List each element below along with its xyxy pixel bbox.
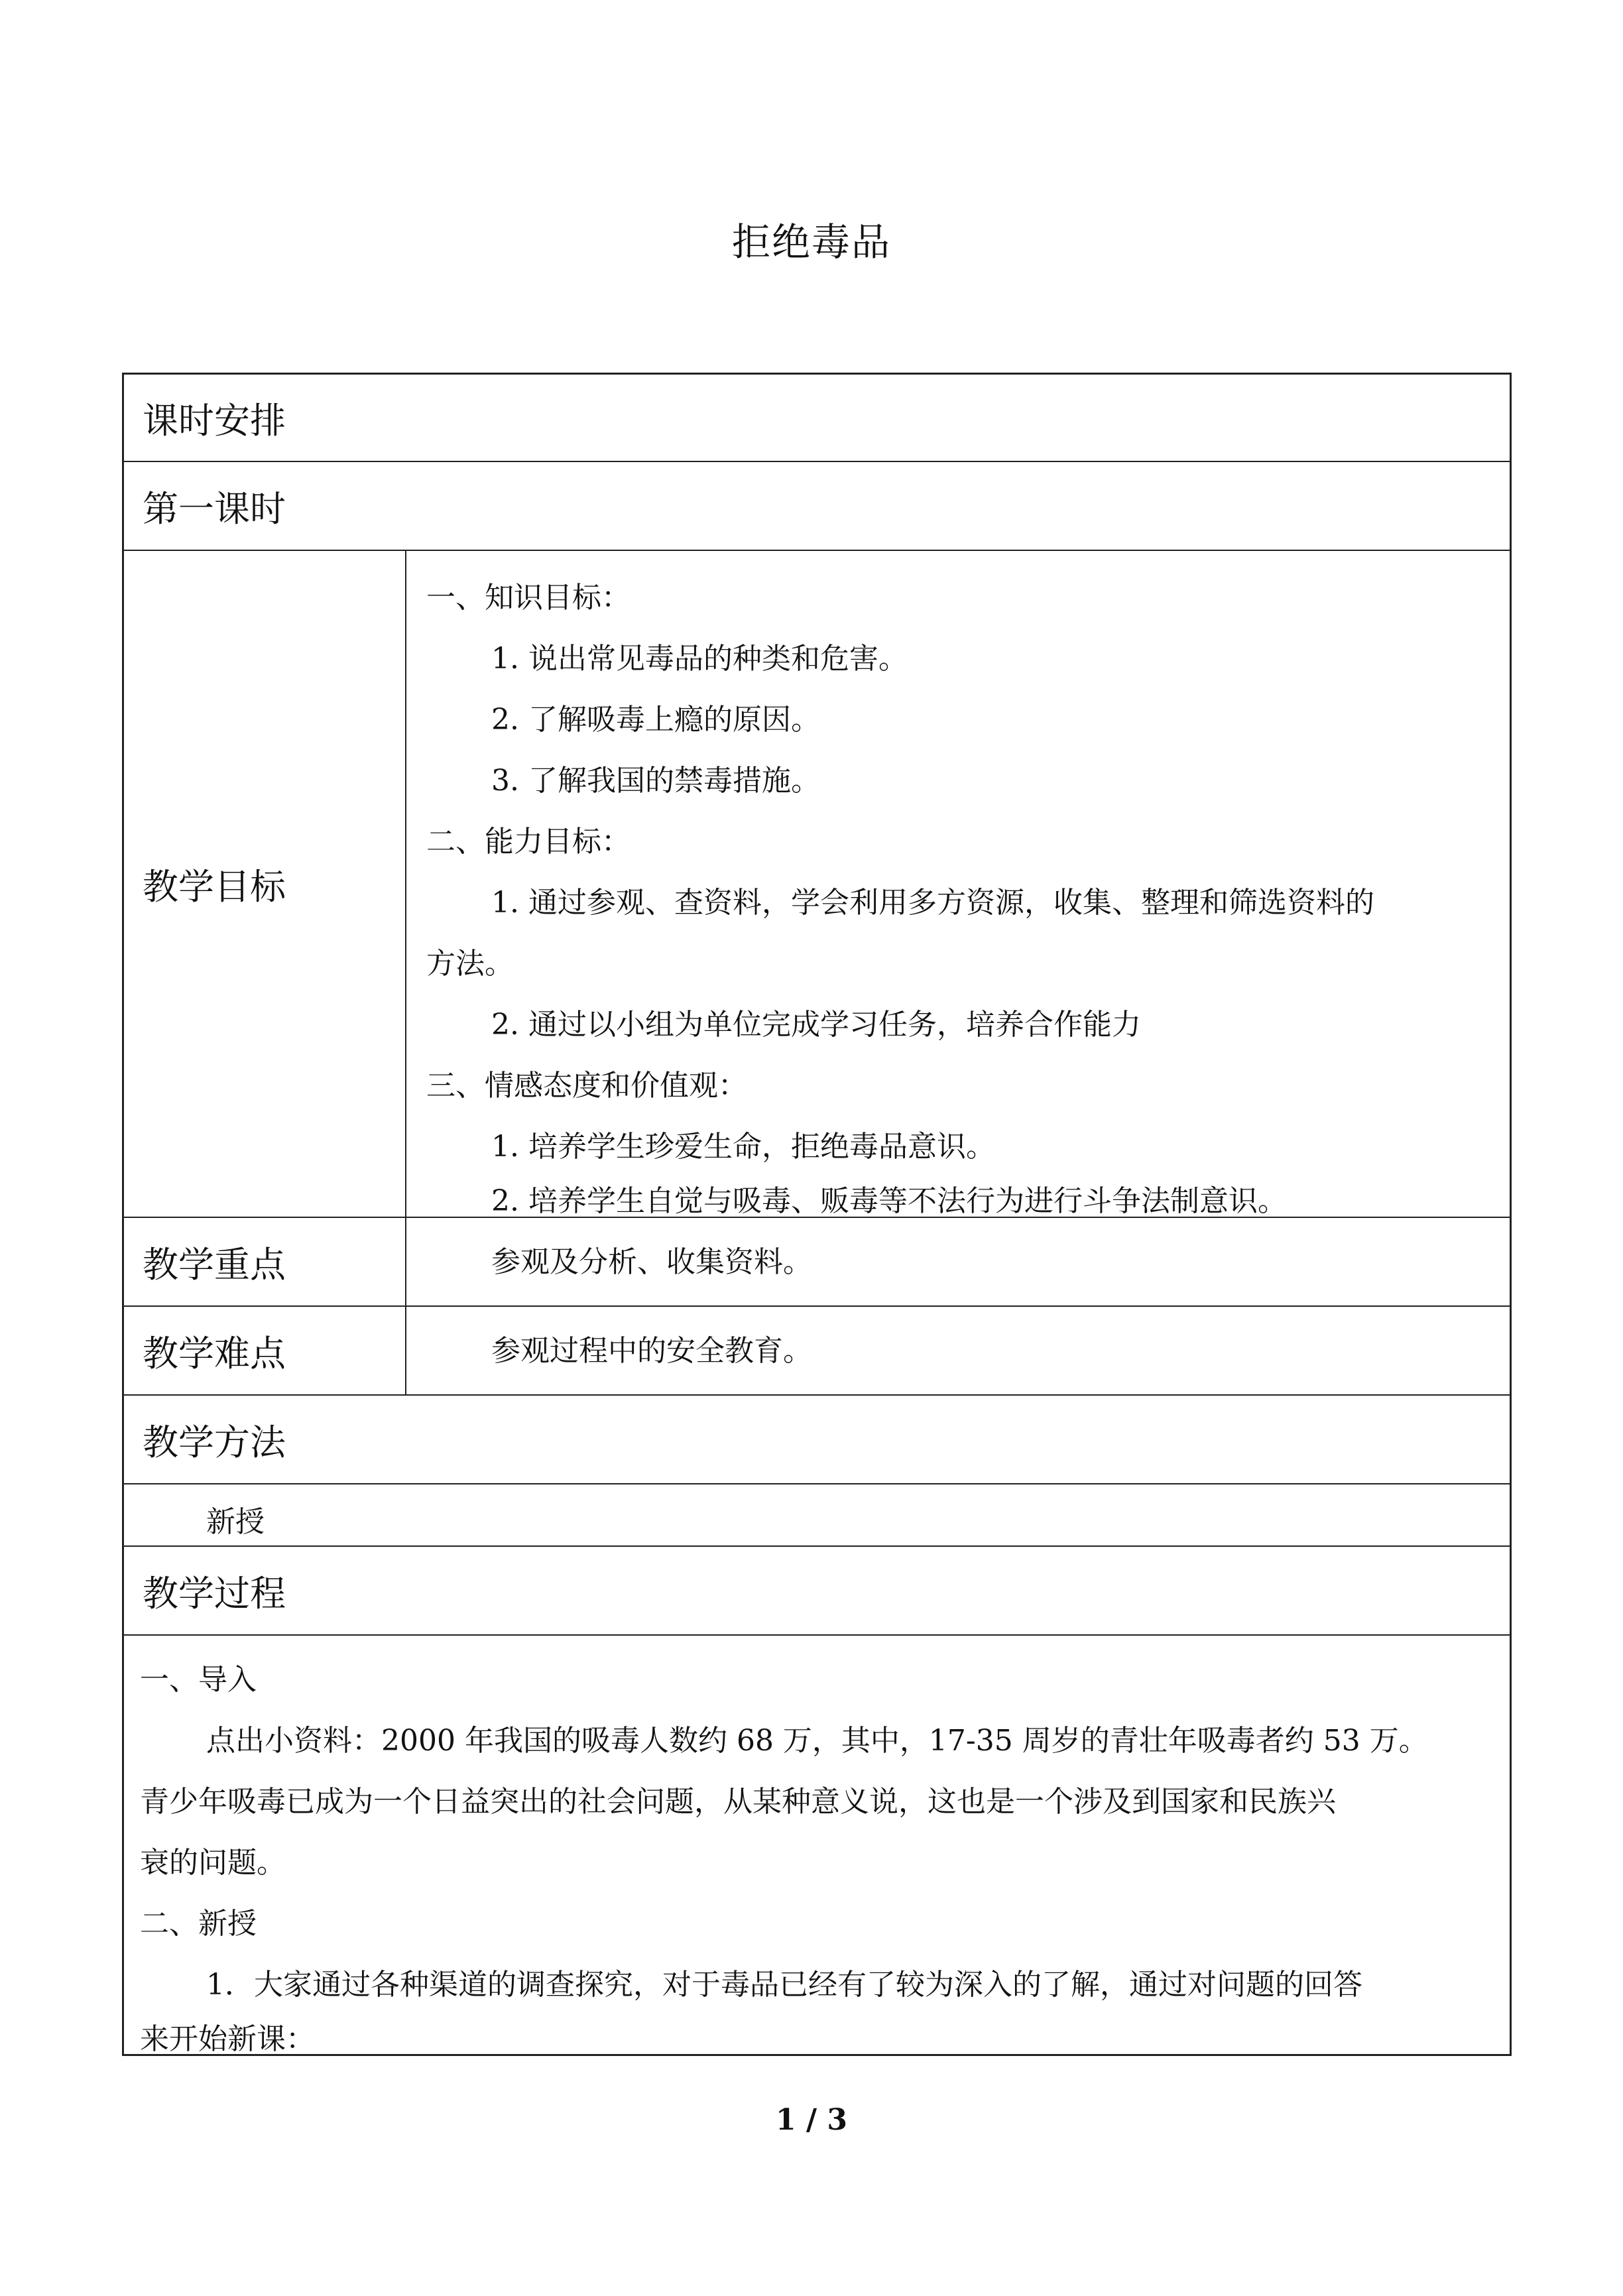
objectives-content: [406, 551, 1510, 1217]
row-keypoint: [124, 1218, 1510, 1307]
row-method: [124, 1484, 1510, 1547]
objective-heading: 三、情感态度和价值观：: [426, 1069, 747, 1103]
objective-heading: 一、知识目标：: [426, 581, 631, 615]
process-section-heading: 二、新授: [140, 1907, 257, 1941]
method-label: 教学方法: [143, 1421, 286, 1463]
process-paragraph-line: 衰的问题。: [140, 1846, 286, 1880]
row-difficulty: [124, 1307, 1510, 1396]
document-title: 拒绝毒品: [731, 219, 891, 265]
difficulty-label: 教学难点: [124, 1307, 406, 1394]
method-text: 新授: [206, 1505, 265, 1539]
difficulty-text: 参观过程中的安全教育。: [491, 1334, 812, 1368]
process-paragraph-line: 点出小资料：2000 年我国的吸毒人数约 68 万，其中，17-35 周岁的青壮年吸毒者约 53 万。: [206, 1724, 1428, 1758]
objective-item-continuation: 方法。: [426, 947, 514, 981]
lesson-plan-table: [122, 373, 1512, 2056]
objectives-label: 教学目标: [124, 551, 406, 1217]
period-heading: 第一课时: [143, 487, 286, 530]
objective-item: 2. 培养学生自觉与吸毒、贩毒等不法行为进行斗争法制意识。: [491, 1184, 1287, 1218]
row-objectives: [124, 551, 1510, 1218]
difficulty-content: [406, 1307, 1510, 1394]
objective-heading: 二、能力目标：: [426, 825, 631, 859]
process-section-heading: 一、导入: [140, 1663, 257, 1697]
schedule-heading: 课时安排: [143, 399, 286, 442]
row-period: [124, 462, 1510, 551]
row-method-heading: [124, 1396, 1510, 1484]
keypoint-label: 教学重点: [124, 1218, 406, 1305]
objective-item: 1. 通过参观、查资料，学会利用多方资源，收集、整理和筛选资料的: [491, 886, 1374, 920]
row-process: [124, 1636, 1510, 2054]
process-paragraph-line: 青少年吸毒已成为一个日益突出的社会问题，从某种意义说，这也是一个涉及到国家和民族兴: [140, 1785, 1336, 1819]
process-paragraph-line: 来开始新课：: [140, 2022, 315, 2056]
objective-item: 2. 通过以小组为单位完成学习任务，培养合作能力: [491, 1008, 1141, 1042]
objective-item: 2. 了解吸毒上瘾的原因。: [491, 703, 820, 737]
page-number: 1 / 3: [776, 2103, 847, 2137]
process-label: 教学过程: [143, 1572, 286, 1614]
row-schedule: [124, 375, 1510, 462]
row-process-heading: [124, 1547, 1510, 1636]
objective-item: 1. 说出常见毒品的种类和危害。: [491, 642, 908, 676]
keypoint-content: [406, 1218, 1510, 1305]
objective-item: 1. 培养学生珍爱生命，拒绝毒品意识。: [491, 1130, 995, 1164]
process-paragraph-line: 1．大家通过各种渠道的调查探究，对于毒品已经有了较为深入的了解，通过对问题的回答: [206, 1968, 1362, 2002]
keypoint-text: 参观及分析、收集资料。: [491, 1245, 812, 1279]
objective-item: 3. 了解我国的禁毒措施。: [491, 764, 820, 798]
